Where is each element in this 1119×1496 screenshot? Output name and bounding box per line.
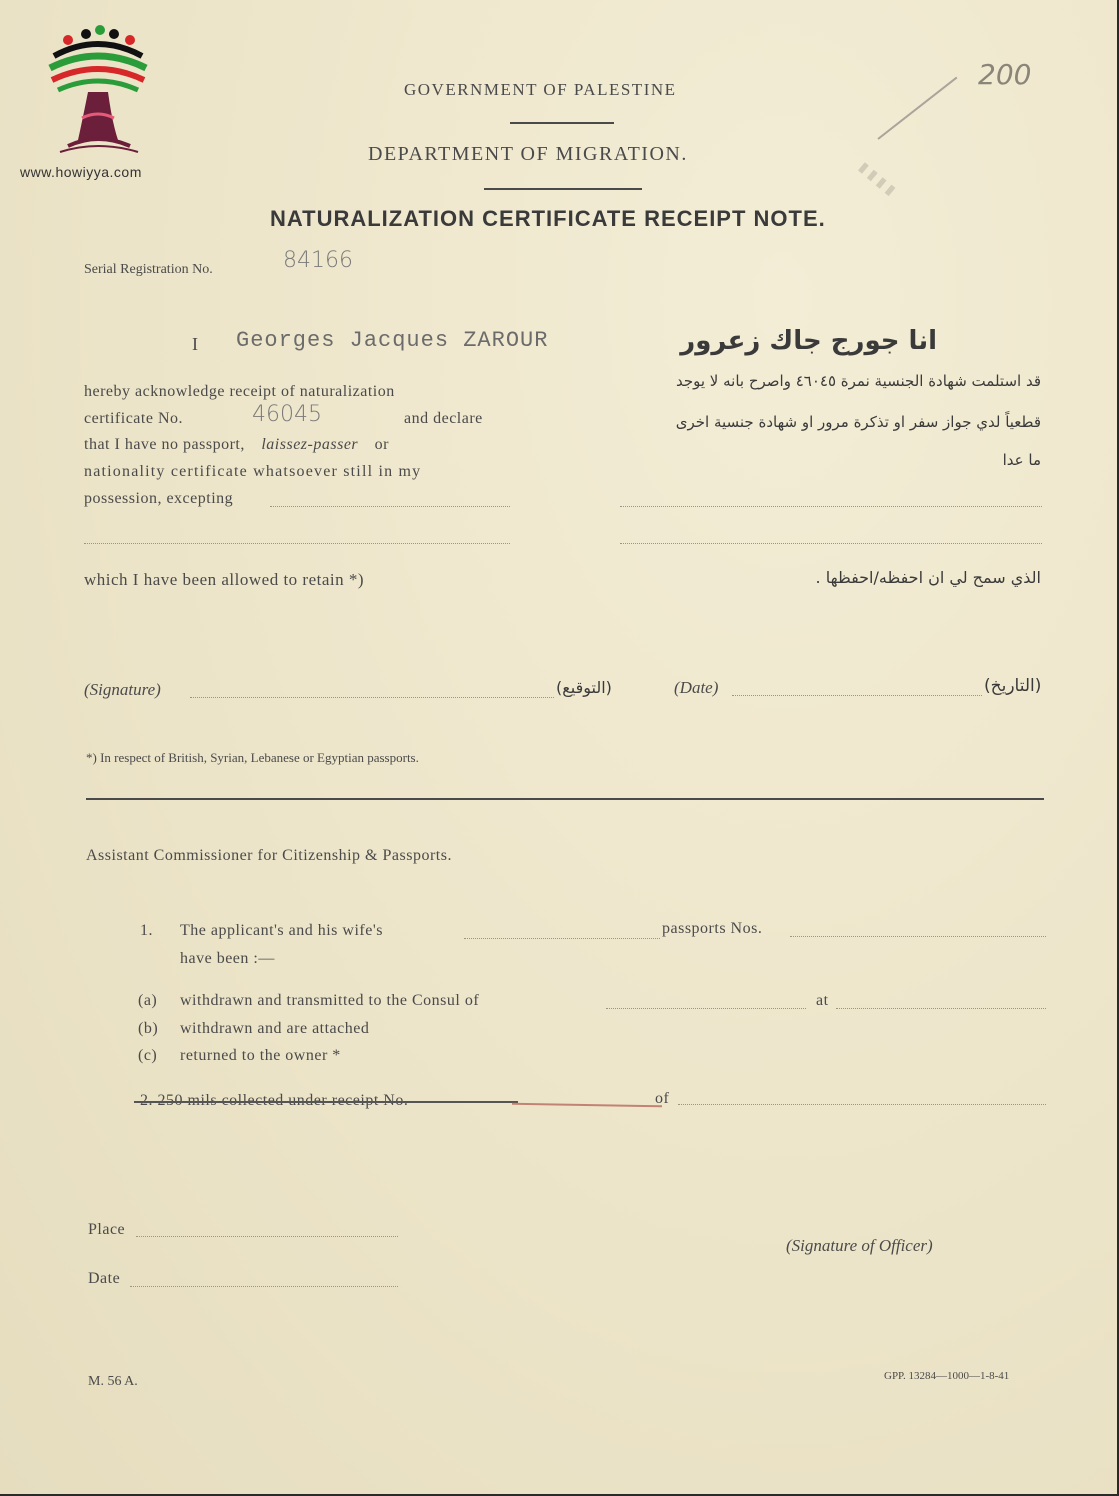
arabic-body-line3: ما عدا — [1002, 451, 1041, 469]
consul-at-line — [836, 1008, 1046, 1009]
red-pencil-mark — [512, 1103, 662, 1108]
howiyya-logo — [20, 18, 160, 180]
item1-suffix: passports Nos. — [662, 920, 763, 937]
serial-label: Serial Registration No. — [84, 262, 213, 277]
signature-label-ar: (التوقيع) — [556, 678, 612, 697]
arabic-body-line1: قد استلمت شهادة الجنسية نمرة ٤٦٠٤٥ واصرح بانه لا يوجد — [675, 372, 1041, 390]
page-number: 200 — [978, 58, 1032, 91]
department-heading: DEPARTMENT OF MIGRATION. — [368, 143, 688, 165]
laissez-passer-text: laissez-passer — [261, 436, 359, 453]
declarant-name-arabic: انا جورج جاك زعرور — [680, 326, 937, 356]
arabic-body-line2: قطعياً لدي جواز سفر او تذكرة مرور او شهادة جنسية اخرى — [675, 413, 1041, 431]
place-date-line — [130, 1286, 398, 1287]
passports-line — [464, 938, 660, 939]
office-heading: Assistant Commissioner for Citizenship & Passports. — [86, 847, 452, 864]
section-divider — [86, 798, 1044, 800]
item-b-label: (b) — [138, 1020, 159, 1037]
place-line — [136, 1236, 398, 1237]
family-tree-logo-icon — [38, 22, 158, 162]
form-code: M. 56 A. — [88, 1374, 138, 1389]
item2-of: of — [655, 1090, 670, 1107]
english-body-line3a — [84, 436, 389, 454]
signature-label-en: (Signature) — [84, 680, 161, 699]
item1-line2: have been :— — [180, 950, 275, 967]
arabic-line-1 — [620, 506, 1042, 507]
date-label-ar: (التاريخ) — [984, 676, 1042, 696]
serial-value: 84166 — [283, 248, 353, 273]
excepting-line-1 — [270, 506, 510, 507]
declarant-prefix: I — [192, 334, 198, 354]
passports-nos-line — [790, 936, 1046, 937]
item1-number: 1. — [140, 922, 153, 939]
consul-line — [606, 1008, 806, 1009]
item-c-label: (c) — [138, 1047, 158, 1064]
item-b-text: withdrawn and are attached — [180, 1020, 370, 1037]
logo-url-text: www.howiyya.com — [20, 164, 142, 180]
item-a-label: (a) — [138, 992, 158, 1009]
signature-line — [190, 697, 554, 698]
certificate-number: 46045 — [252, 402, 322, 427]
excepting-line-2 — [84, 543, 510, 544]
pencil-stroke — [877, 77, 957, 140]
english-body-line4: nationality certificate whatsoever still in my — [84, 463, 422, 480]
place-label: Place — [88, 1221, 126, 1238]
english-body-line1: hereby acknowledge receipt of naturalization — [84, 383, 395, 400]
received-stamp: ▮ ▮ ▮ ▮ — [856, 158, 899, 198]
officer-signature-label: (Signature of Officer) — [786, 1236, 933, 1255]
english-body-line2a: certificate No. — [84, 410, 183, 427]
item-a-at: at — [816, 992, 829, 1009]
item-a-text: withdrawn and transmitted to the Consul of — [180, 992, 480, 1009]
printer-code: GPP. 13284—1000—1-8-41 — [884, 1370, 1010, 1382]
footnote: *) In respect of British, Syrian, Lebanese or Egyptian passports. — [86, 750, 419, 765]
header-rule-1 — [510, 122, 614, 124]
document-title: NATURALIZATION CERTIFICATE RECEIPT NOTE. — [270, 206, 826, 231]
english-body-line5: possession, excepting — [84, 490, 234, 507]
english-body-line2b: and declare — [404, 410, 483, 427]
date-line — [732, 695, 982, 696]
item2-strikethrough — [134, 1101, 518, 1103]
government-heading: GOVERNMENT OF PALESTINE — [404, 80, 677, 99]
retain-arabic: الذي سمح لي ان احفظه/احفظها . — [815, 568, 1041, 587]
declarant-name: Georges Jacques ZAROUR — [236, 328, 549, 353]
arabic-line-2 — [620, 543, 1042, 544]
english-body-line3a-text: that I have no passport, — [84, 436, 245, 453]
english-body-line3b-text: or — [374, 436, 389, 453]
item1-text: The applicant's and his wife's — [180, 922, 383, 939]
receipt-of-line — [678, 1104, 1046, 1105]
item-c-text: returned to the owner * — [180, 1047, 341, 1064]
retain-english: which I have been allowed to retain *) — [84, 570, 365, 589]
date-label: Date — [88, 1270, 121, 1287]
header-rule-2 — [484, 188, 642, 190]
date-label-en: (Date) — [674, 678, 719, 697]
